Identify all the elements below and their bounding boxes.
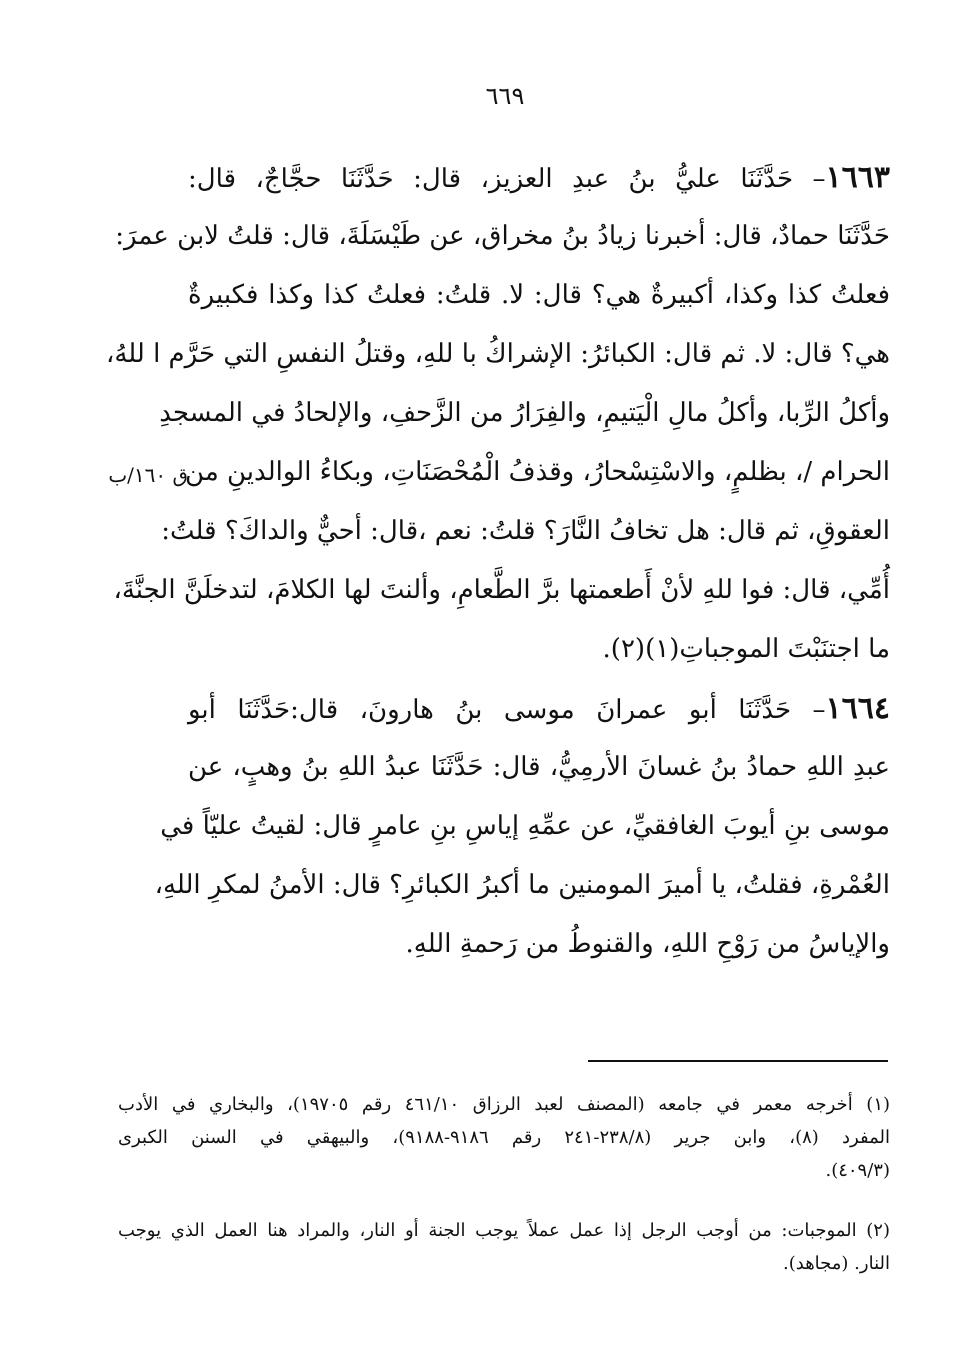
footnote-line: المفرد (٨)، وابن جرير (٢٣٨/٨-٢٤١ رقم ٩١٨٦-٩١٨٨)، والبيهقي في السنن الكبرى (118, 1127, 890, 1148)
hadith-line: والإياسُ من رَوْحِ اللهِ، والقنوطُ من رَحمةِ اللهِ. (405, 929, 890, 959)
hadith-line: أُمِّي، قال: فوا للهِ لأنْ أَطعمتها برَّ الطَّعامِ، وألنتَ لها الكلامَ، لتدخلَنَّ الجنَّةَ، (113, 575, 890, 605)
hadith-1664 (154, 679, 890, 974)
hadith-line: العُمْرةِ، فقلتُ، يا أميرَ المومنين ما أكبرُ الكبائرِ؟ قال: الأمنُ لمكرِ اللهِ، (154, 870, 890, 900)
manuscript-folio-note: ق ١٦٠/ب (108, 463, 188, 487)
hadith-line: عبدِ اللهِ حمادُ بنُ غسانَ الأرمِيُّ، قال: حَدَّثَنَا عبدُ اللهِ بنُ وهبٍ، عن (188, 752, 890, 782)
footnote-separator (588, 1060, 888, 1062)
footnotes (118, 1088, 890, 1280)
hadith-line: العقوقِ، ثم قال: هل تخافُ النَّارَ؟ قلتُ: نعم ،قال: أحيٌّ والداكَ؟ قلتُ: (161, 516, 890, 546)
page-number: ٦٦٩ (485, 82, 525, 110)
hadith-line: هي؟ قال: لا. ثم قال: الكبائرُ: الإشراكُ با للهِ، وقتلُ النفسِ التي حَرَّم ا للهُ، (105, 339, 890, 369)
hadith-line: فعلتُ كذا وكذا، أكبيرةٌ هي؟ قال: لا. قلتُ: فعلتُ كذا وكذا فكبيرةٌ (188, 280, 891, 310)
hadith-line: حَدَّثَنَا حمادٌ، قال: أخبرنا زيادُ بنُ مخراق، عن طَيْسَلَةَ، قال: قلتُ لابن عمرَ: (115, 221, 890, 251)
hadith-line: وأكلُ الرِّبا، وأكلُ مالِ الْيَتيمِ، والفِرَارُ من الزَّحفِ، والإلحادُ في المسجدِ (159, 398, 890, 428)
hadith-line: الحرام /، بظلمٍ، والاسْتِسْحارُ، وقذفُ الْمُحْصَنَاتِ، وبكاءُ الوالدينِ من (185, 457, 890, 487)
hadith-number: ١٦٦٤ (825, 691, 890, 726)
hadith-line: ١٦٦٤– حَدَّثَنَا أبو عمرانَ موسى بنُ هارونَ، قال:حَدَّثَنَا أبو (188, 691, 890, 726)
footnote-line: (٢) الموجبات: من أوجب الرجل إذا عمل عملاً يوجب الجنة أو النار، والمراد هنا العمل الذي يوجب (118, 1220, 890, 1241)
hadith-line: موسى بنِ أيوبَ الغافقيِّ، عن عمِّهِ إياسِ بنِ عامرٍ قال: لقيتُ عليّاً في (160, 811, 890, 841)
hadith-line: ما اجتنَبْتَ الموجباتِ(١)(٢). (602, 634, 890, 664)
hadith-number: ١٦٦٣ (825, 160, 890, 195)
footnote-line: النار. (مجاهد). (783, 1253, 890, 1274)
footnote-line: (١) أخرجه معمر في جامعه (المصنف لعبد الرزاق ٤٦١/١٠ رقم ١٩٧٠٥)، والبخاري في الأدب (118, 1094, 891, 1115)
footnote-line: (٤٠٩/٣). (825, 1160, 890, 1181)
footnote-2 (118, 1214, 890, 1280)
footnote-1 (118, 1088, 890, 1187)
hadith-line: ١٦٦٣– حَدَّثَنَا عليُّ بنُ عبدِ العزيز، قال: حَدَّثَنَا حجَّاجٌ، قال: (188, 160, 890, 195)
